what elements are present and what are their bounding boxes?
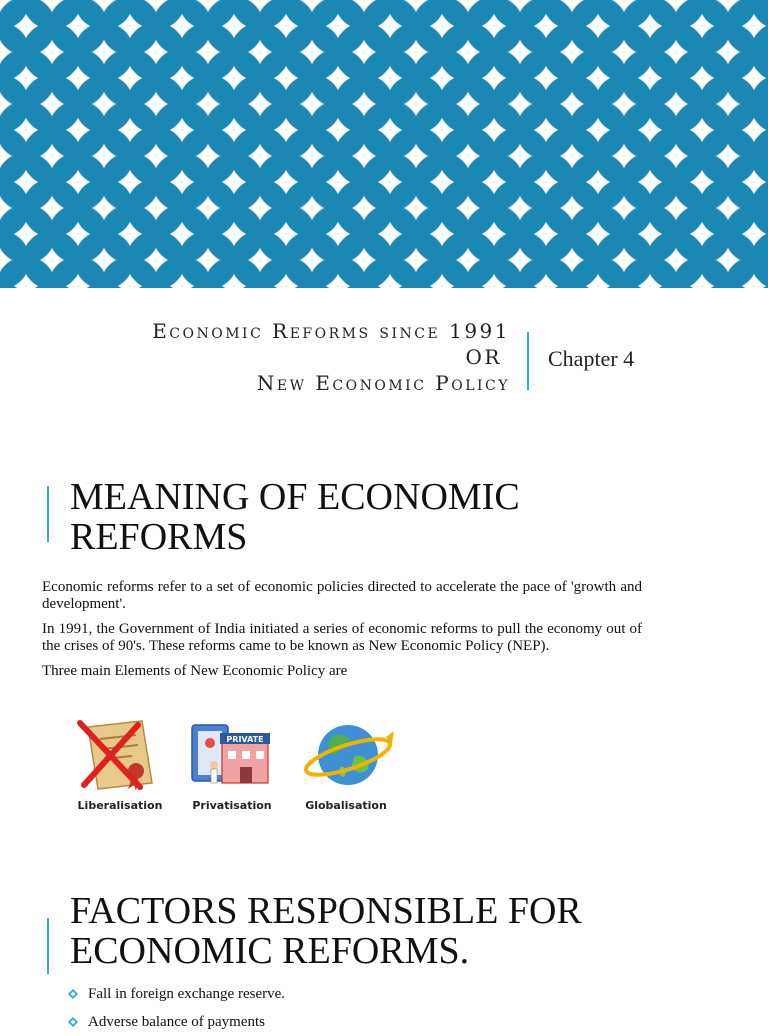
element-liberalisation [70,717,170,817]
bullet-text: Adverse balance of payments [88,1014,266,1030]
element-privatisation [182,717,282,817]
title-line-3: New Economic Policy [256,371,510,395]
list-item [68,1008,285,1036]
element-globalisation [296,717,396,817]
factors-heading-line-2: ECONOMIC REFORMS. [70,930,470,972]
nep-elements [70,717,400,817]
globe-icon [296,717,396,795]
factors-accent-line [47,918,49,974]
title-line-1: Economic Reforms since 1991 [152,319,510,343]
heading-accent-line [47,486,49,542]
label-liberalisation: Liberalisation [77,799,163,812]
paragraph-history: In 1991, the Government of India initiated a series of economic reforms to pull the economy out of the crises of 90's. These reforms came to be known as New Economic Policy (NEP). [42,621,642,654]
meaning-body [42,579,642,688]
factors-heading [70,891,582,971]
factors-list [68,980,285,1036]
label-privatisation: Privatisation [192,799,272,812]
meaning-heading-line-2: REFORMS [70,516,248,558]
title-divider [527,332,529,390]
chapter-label: Chapter 4 [548,346,635,371]
crossed-license-icon [70,717,170,795]
private-sign-text: PRIVATE [226,735,264,744]
diamond-bullet-icon [68,989,78,999]
diamond-bullet-icon [68,1017,78,1027]
title-line-2: OR [465,345,502,369]
list-item [68,980,285,1008]
slide-title [60,318,510,396]
meaning-heading-line-1: MEANING OF ECONOMIC [70,476,520,518]
label-globalisation: Globalisation [305,799,387,812]
decorative-banner [0,0,768,288]
paragraph-elements-intro: Three main Elements of New Economic Policy are [42,663,348,679]
private-building-icon [182,717,282,795]
paragraph-definition: Economic reforms refer to a set of economic policies directed to accelerate the pace of 'growth and development'. [42,579,642,612]
factors-heading-line-1: FACTORS RESPONSIBLE FOR [70,890,582,932]
bullet-text: Fall in foreign exchange reserve. [88,986,285,1002]
meaning-heading [70,477,520,557]
